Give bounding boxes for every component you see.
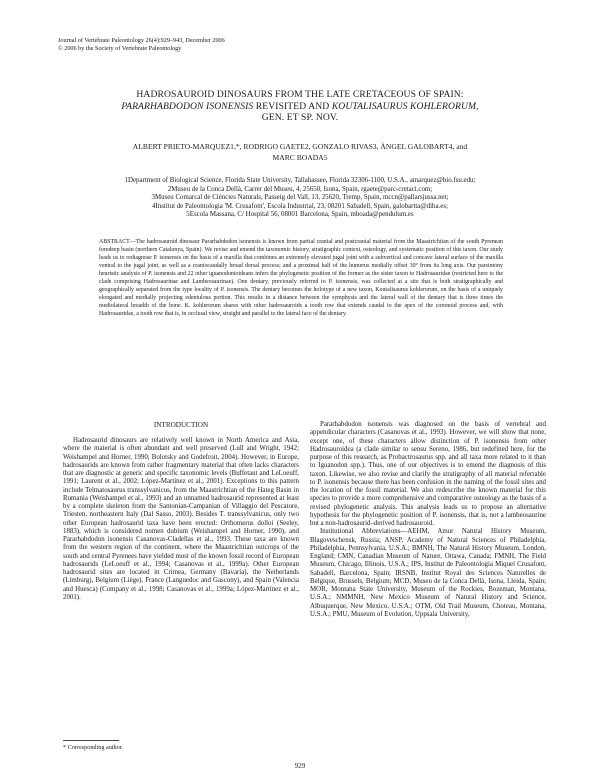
right-column — [310, 421, 546, 619]
title-connector: REVISITED AND — [253, 100, 332, 112]
title-line-3: GEN. ET SP. NOV. — [261, 112, 339, 123]
abstract: ABSTRACT—The hadrosauroid dinosaur Pararhabdodon isonensis is known from partial cranial and postcranial material from the Maastrichtian of the south Pyrenean foredeep basin (northern Catalunya, Spain). We revise and emend the taxonomic history, stratigraphic context, osteology, and systematic position of this taxon. Our study leads us to rediagnose P. isonensis on the basis of a maxilla that combines an extremely elevated jugal joint with a subvertical and concave lateral surface of the maxilla ventral to the jugal joint, as well as a craniocaudally broad dorsal process; and a proximal half of the humerus medially offset 30° from its long axis. Our parsimony heuristic analysis of P. isonensis and 22 other iguanodontoideans infers the phylogenetic position of the former as the sister taxon to Hadrosauridae (restricted here to the clade comprising Hadrosaurinae and Lambeosaurinae). One dentary, previously referred to P. isonensis, was collected at a site that is both stratigraphically and geographically separated from the type locality of P. isonensis. The dentary becomes the holotype of a new taxon, Koutalisaurus kohlerorum, on the basis of a uniquely elongated and medially projecting edentulous portion. This results in a distance between the symphysis and the lateral wall of the dentary that is three times the mediolateral breadth of the bone. K. kohlerorum shares with other hadrosauroids a tooth row that extends caudal to the apex of the coronoid process and, with Hadrosauridae, a tooth row that is, in occlusal view, straight and parallel to the lateral face of the dentary. — [99, 239, 503, 318]
title-taxon-2: KOUTALISAURUS KOHLERORUM — [331, 100, 477, 112]
left-column — [63, 437, 299, 602]
affiliation-5: 5Escola Massana, C/ Hospital 56, 08001 Barcelona, Spain, mboada@pendulum.es — [186, 211, 414, 219]
affiliation-4: 4Institut de Paleontologia 'M. Crusafont', Escola Industrial, 23, 08201 Sabadell, Spain, galobartta@diba.es; — [152, 202, 448, 210]
affiliation-1: 1Department of Biological Science, Florida State University, Tallahassee, Florida 32306-1100, U.S.A., amarquez@bio.fsu.edu; — [124, 177, 476, 184]
page-number: 929 — [294, 762, 306, 770]
footnote-corresponding-author: * Corresponding author. — [63, 744, 123, 751]
title-line-1: HADROSAUROID DINOSAURS FROM THE LATE CRETACEOUS OF SPAIN: — [136, 89, 464, 100]
journal-line: Journal of Vertebrate Paleontology 26(4):929–943, December 2006 — [58, 37, 225, 44]
author-list — [40, 141, 560, 163]
section-heading-introduction: INTRODUCTION — [153, 421, 209, 429]
footnote-rule — [63, 740, 119, 741]
journal-citation — [58, 37, 225, 53]
affiliation-3: 3Museu Comarcal de Ciències Naturals, Passeig del Vall, 13, 25620, Tremp, Spain, mccn@pallarsjussa.net; — [151, 194, 449, 202]
paper-title — [40, 89, 560, 124]
copyright-line: © 2006 by the Society of Vertebrate Paleontology — [58, 45, 182, 52]
title-comma: , — [476, 100, 479, 112]
intro-paragraph-1: Hadrosaurid dinosaurs are relatively well known in North America and Asia, where the material is often abundant and well preserved (Lull and Wright, 1942; Weishampel and Horner, 1990; Bolotsky and Godefroit, 2004). However, in Europe, hadrosaurids are known from rather fragmentary material that often lacks characters that are diagnostic at generic and specific taxonomic levels (Buffetaut and LeLoeuff, 1991; Laurent et al., 2002; López-Martínez et al., 2001). Exceptions to this pattern include Telmatosaurus transsylvanicus, from the Maastrichtian of the Hateg Basin in Rumania (Weishampel et al., 1993) and an unnamed hadrosaurid represented at least by a complete skeleton from the Santonian-Campanian of Villaggio del Pescatore, Triesten, northeastern Italy (Dal Sasso, 2003). Besides T. transsylvanicus, only two other European hadrosaurid taxa have been erected: Orthomerus dolloi (Seeley, 1883), which is considered nomen dubium (Weishampel and Horner, 1990), and Pararhabdodon isonensis Casanovas-Cladellas et al., 1993. These taxa are known from the western region of the continent, where the Maastrichtian outcrops of the south and central Pyrenees have yielded most of the known fossil record of European hadrosaurids (LeLoeuff et al., 1994; Casanovas et al., 1999a). Other European hadrosaurid sites are located in Crimea, Germany (Bavaria), the Netherlands (Limburg), Belgium (Liège), France (Languedoc and Gascony), and Spain (Valencia and Huesca) (Company et al., 1998; Casanovas et al., 1999a; López-Martínez et al., 2001). — [63, 437, 299, 601]
title-taxon-1: PARARHABDODON ISONENSIS — [121, 100, 254, 112]
authors-line-2: MARC BOADA5 — [272, 153, 328, 162]
authors-line-1: ALBERT PRIETO-MARQUEZ1,*, RODRIGO GAETE2, GONZALO RIVAS3, ÀNGEL GALOBART4, and — [132, 142, 468, 151]
intro-paragraph-2: Pararhabdodon isonensis was diagnosed on the basis of vertebral and appendicular characters (Casanovas et al., 1993). However, we will show that none, except one, of these characters allow distinction of P. isonensis from other Hadrosauroidea (a clade similar to sensu Sereno, 1986, but redefined here, for the purpose of this research, as Probactrosaurus spp. and all taxa more related to it than to Iguanodon spp.). Thus, one of our objectives is to emend the diagnosis of this taxon. Likewise, we also revise and clarify the stratigraphy of all material referrable to P. isonensis because there has been confusion in the naming of the fossil sites and the location of the fossil material. We also redescribe the known material for this species to provide a more comprehensive and comparative osteology as the basis of a revised phylogenetic analysis. This analysis leads us to propose an alternative hypothesis for the phylogenetic position of P. isonensis, that is, not a lambeosaurine but a non-hadrosaurid–derived hadrosauroid. — [310, 421, 546, 527]
affiliation-2: 2Museu de la Conca Dellà, Carrer del Museu, 4, 25650, Isona, Spain, rgaete@parc-cretaci.com; — [167, 185, 433, 193]
affiliations — [40, 177, 560, 220]
title-line-2 — [40, 101, 560, 113]
institutional-abbreviations: Institutional Abbreviations—AEHM, Amur Natural History Museum, Blagoveschensk, Russia; ANSP, Academy of Natural Sciences of Philadelphia, Philadelphia, Pennsylvania, U.S.A.; BMNH, The Natural History Museum, London, England; CMN, Canadian Museum of Nature, Ottawa, Canada; FMNH, The Field Museum, Chicago, Illinois, U.S.A.; IPS, Institut de Paleontologia Miquel Crusafont, Sabadell, Barcelona, Spain; IRSNB, Institut Royal des Sciences Naturelles de Belgique, Brussels, Belgium; MCD, Museu de la Conca Dellà, Isona, Lleida, Spain; MOR, Montana State University, Museum of the Rockies, Bozeman, Montana, U.S.A.; NMMNH, New Mexico Museum of Natural History and Science, Albuquerque, New Mexico, U.S.A.; OTM, Old Trail Museum, Choteau, Montana, U.S.A.; PMU, Museum of Evolution, Uppsala University, — [310, 528, 546, 618]
